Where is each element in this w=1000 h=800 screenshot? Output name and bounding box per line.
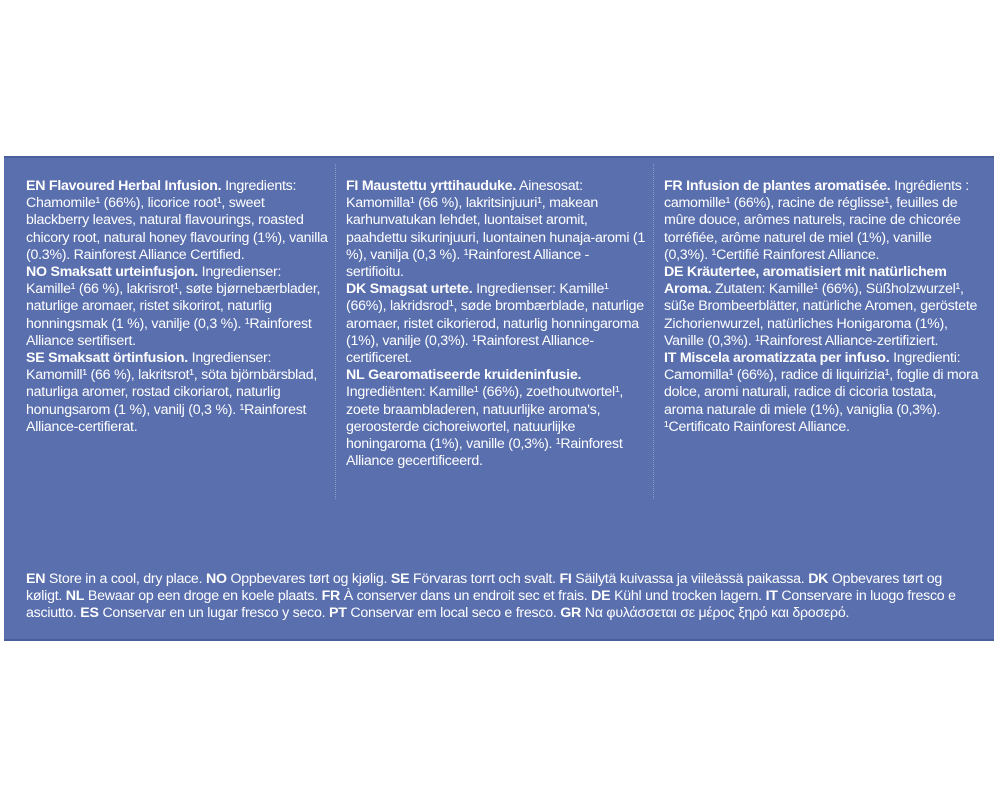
ingredients-column-3: [664, 178, 979, 436]
entry-text: Ingredienti: Camomilla¹ (66%), radice di liquirizia¹, foglie di mora dolce, aromi naturali, radice di cicoria tostata, aroma naturale di miele (1%), vaniglia (0,3%). ¹Certificato Rainforest Alliance.: [664, 350, 979, 435]
ingredients-entry-dk: [346, 281, 646, 367]
entry-text: Ingredients: Chamomile¹ (66%), licorice root¹, sweet blackberry leaves, natural flavourings, roasted chicory root, natural honey flavouring (1%), vanilla (0.3%). Rainforest Alliance Certified.: [26, 178, 328, 263]
lang-code: ES: [80, 605, 99, 622]
storage-instructions: [26, 571, 981, 623]
lang-code: IT: [765, 588, 778, 605]
lang-code: NO: [205, 571, 227, 587]
lang-code: PT: [328, 605, 347, 622]
entry-title: Smaksatt urteinfusjon.: [50, 264, 198, 281]
entry-text: Ainesosat: Kamomilla¹ (66 %), lakritsinjuuri¹, makean karhunvatukan lehdet, luontaiset aromit, paahdettu sikurinjuuri, luontainen hunaja-aromi (1 %), vanilja (0,3 %). ¹Rainforest Alliance -sertifioitu.: [346, 178, 646, 281]
storage-text: Να φυλάσσεται σε μέρος ξηρό και δροσερό.: [584, 605, 850, 622]
ingredients-entry-nl: [346, 367, 646, 470]
storage-text: Kühl und trocken lagern.: [614, 588, 762, 605]
column-divider: [335, 164, 336, 499]
lang-code: DE: [664, 264, 684, 281]
lang-code: EN: [26, 178, 46, 194]
lang-code: FI: [346, 178, 359, 194]
ingredients-entry-fi: [346, 178, 646, 281]
ingredients-entry-fr: [664, 178, 979, 264]
ingredients-entry-de: [664, 264, 979, 350]
entry-text: Ingrediënten: Kamille¹ (66%), zoethoutwortel¹, zoete braambladeren, natuurlijke aroma's, geroosterde cichoreiwortel, natuurlijke honingaroma (1%), vanille (0,3%). ¹Rainforest Alliance gecertificeerd.: [346, 384, 624, 470]
ingredients-entry-it: [664, 350, 979, 436]
lang-code: SE: [26, 350, 45, 367]
entry-title: Smagsat urtete.: [369, 281, 473, 298]
entry-title: Smaksatt örtinfusion.: [48, 350, 188, 367]
entry-title: Infusion de plantes aromatisée.: [686, 178, 891, 194]
lang-code: DK: [808, 571, 829, 587]
storage-text: Bewaar op een droge en koele plaats.: [87, 588, 318, 605]
lang-code: EN: [26, 571, 46, 587]
entry-title: Miscela aromatizzata per infuso.: [679, 350, 890, 367]
lang-code: GR: [560, 605, 582, 622]
lang-code: FR: [321, 588, 341, 605]
lang-code: SE: [390, 571, 410, 587]
storage-text: Förvaras torrt och svalt.: [413, 571, 556, 587]
lang-code: DE: [591, 588, 611, 605]
ingredients-entry-se: [26, 350, 331, 436]
ingredients-column-2: [346, 178, 646, 470]
column-divider: [653, 164, 654, 499]
lang-code: NL: [346, 367, 365, 384]
entry-title: Gearomatiseerde kruideninfusie.: [368, 367, 582, 384]
storage-text: Opbevares tørt og køligt.: [26, 571, 942, 605]
ingredients-entry-en: [26, 178, 331, 264]
lang-code: NL: [65, 588, 85, 605]
lang-code: DK: [346, 281, 366, 298]
entry-text: Ingredienser: Kamille¹ (66 %), lakrisrot¹, søte bjørnebærblader, naturlige aromaer, ristet sikorirot, naturlig honningsmak (1 %), vanilje (0,3 %). ¹Rainforest Alliance sertifisert.: [26, 264, 321, 349]
ingredients-column-1: [26, 178, 331, 436]
storage-text: Oppbevares tørt og kjølig.: [230, 571, 388, 587]
entry-text: Ingredienser: Kamomill¹ (66 %), lakritsrot¹, söta björnbärsblad, naturliga aromer, rostad cikoriarot, naturlig honungsarom (1 %), vanilj (0,3 %). ¹Rainforest Alliance-certifierat.: [26, 350, 318, 435]
entry-text: Ingrédients : camomille¹ (66%), racine de réglisse¹, feuilles de mûre douce, arômes naturels, racine de chicorée torréfiée, arôme naturel de miel (1%), vanille (0,3%). ¹Certifié Rainforest Alliance.: [664, 178, 970, 263]
lang-code: FI: [559, 571, 572, 587]
storage-text: Store in a cool, dry place.: [48, 571, 203, 587]
lang-code: IT: [664, 350, 677, 367]
entry-title: Flavoured Herbal Infusion.: [48, 178, 222, 194]
ingredients-entry-no: [26, 264, 331, 350]
storage-text: Conservar en un lugar fresco y seco.: [102, 605, 326, 622]
label-panel: [4, 156, 994, 641]
lang-code: NO: [26, 264, 47, 281]
storage-text: Conservare in luogo fresco e asciutto.: [26, 588, 956, 622]
entry-title: Maustettu yrttihauduke.: [361, 178, 517, 194]
entry-text: Zutaten: Kamille¹ (66%), Süßholzwurzel¹, süße Brombeerblätter, natürliche Aromen, geröstete Zichorienwurzel, natürliches Honigaroma (1%), Vanille (0,3%). ¹Rainforest Alliance-zertifiziert.: [664, 281, 978, 349]
storage-text: Conservar em local seco e fresco.: [350, 605, 557, 622]
storage-text: À conserver dans un endroit sec et frais.: [343, 588, 588, 605]
entry-title: Kräutertee, aromatisiert mit natürlichem Aroma.: [664, 264, 947, 298]
storage-text: Säilytä kuivassa ja viileässä paikassa.: [575, 571, 805, 587]
entry-text: Ingredienser: Kamille¹ (66%), lakridsrod¹, søde brombærblade, naturlige aromaer, ristet cikorierod, naturlig honningaroma (1%), vanilje (0,3%). ¹Rainforest Alliance-certificeret.: [346, 281, 644, 367]
lang-code: FR: [664, 178, 683, 194]
